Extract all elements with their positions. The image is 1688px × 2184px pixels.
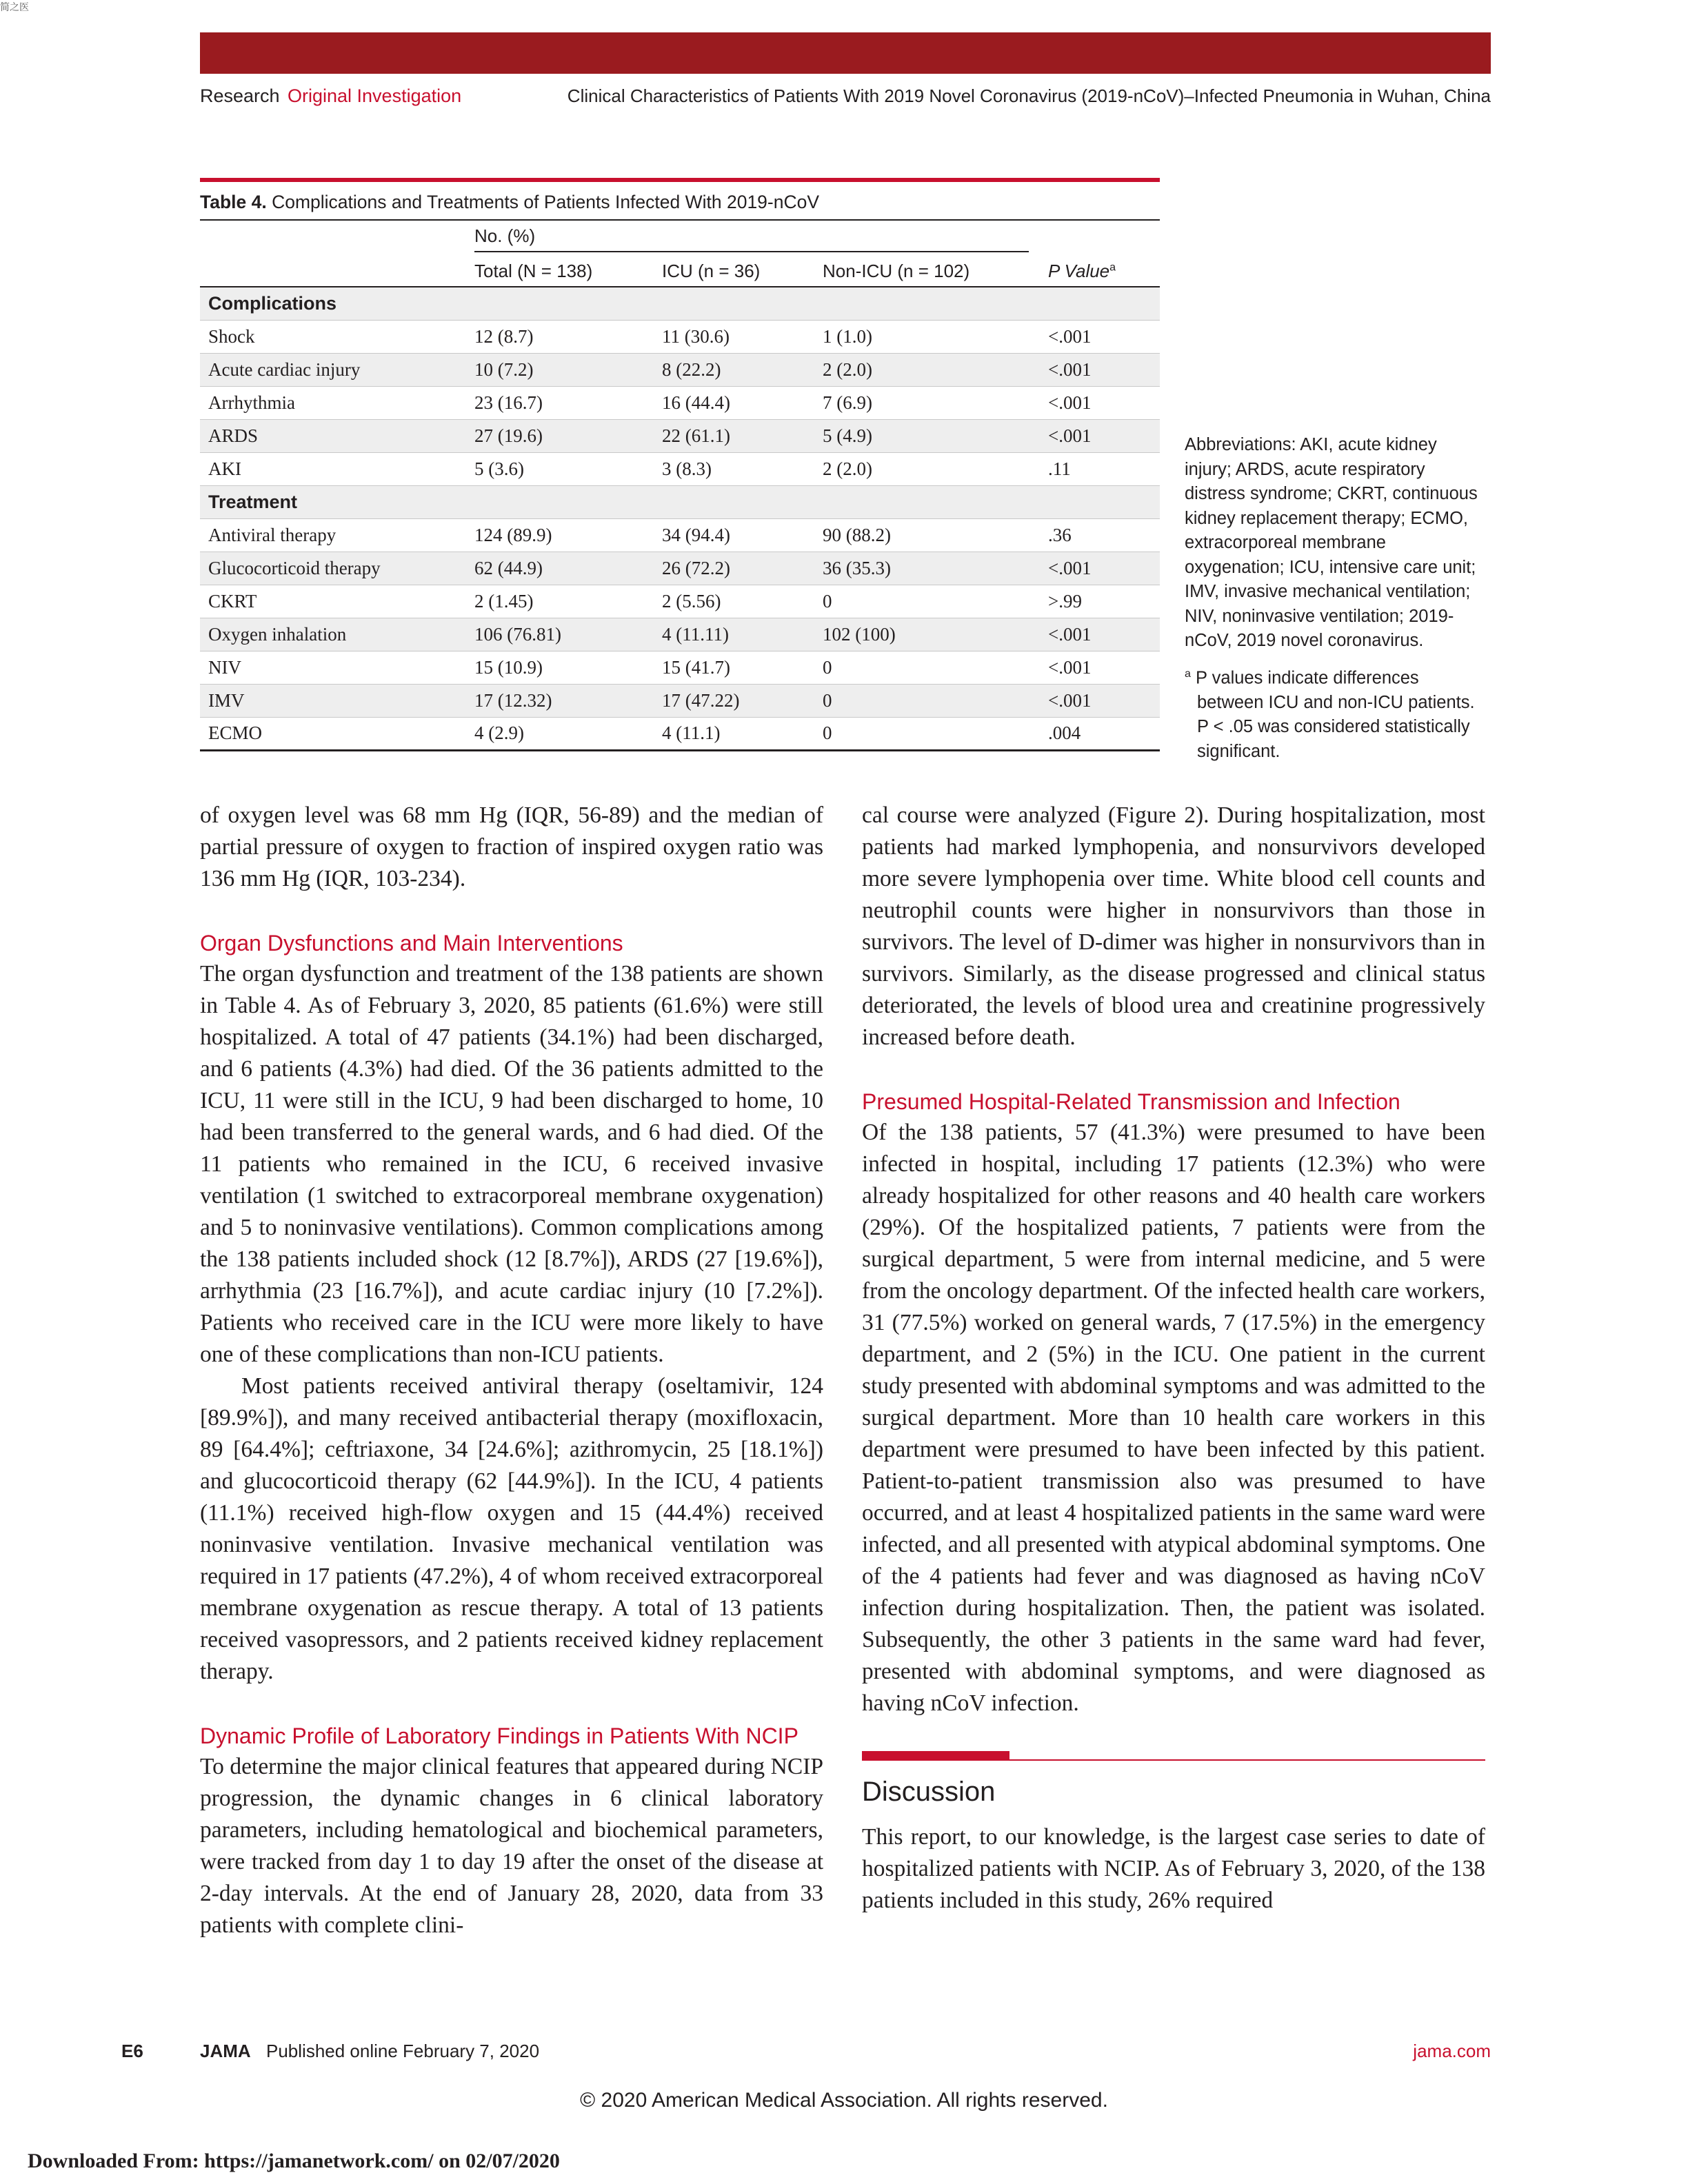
table-cell: 102 (100) — [823, 618, 1048, 651]
table-row — [200, 386, 1160, 419]
table-cell: 16 (44.4) — [662, 386, 823, 419]
table-footnote: $^a$ P values indicate differences between ICU and non-ICU patients. P < .05 was considered statistically significant. — [1185, 667, 1475, 761]
header-color-bar — [200, 32, 1491, 74]
paragraph: of oxygen level was 68 mm Hg (IQR, 56-89) and the median of partial pressure of oxygen to fraction of inspired oxygen ratio was 136 mm Hg (IQR, 103-234). — [200, 802, 823, 891]
table-row-label: NIV — [200, 651, 474, 684]
paragraph: Of the 138 patients, 57 (41.3%) were presumed to have been infected in hospital, including 17 patients (12.3%) who were already hospitalized for other reasons and 40 health care workers (29%). Of the hospitalized patients, 7 patients were from the surgical department, 5 were from internal medicine, and 5 were from the oncology department. Of the infected health care workers, 31 (77.5%) worked on general wards, 7 (17.5%) in the emergency department, and 2 (5%) in the ICU. One patient in the current study presented with abdominal symptoms and was admitted to the surgical department. More than 10 health care workers in this department were presumed to have been infected by this patient. Patient-to-patient transmission also was presumed to have occurred, and at least 4 hospitalized patients in the same ward were infected, and all presented with atypical abdominal symptoms. One of the 4 patients had fever and was diagnosed as having nCoV infection during hospitalization. Then, the patient was isolated. Subsequently, the other 3 patients in the same ward had fever, presented with abdominal symptoms, and were diagnosed as having nCoV infection. — [862, 1120, 1485, 1716]
table-cell: 15 (10.9) — [474, 651, 662, 684]
page-footer — [121, 2041, 1491, 2068]
complications-table — [200, 221, 1160, 751]
table-cell: 5 (3.6) — [474, 452, 662, 485]
table-body — [200, 287, 1160, 750]
table-cell: 3 (8.3) — [662, 452, 823, 485]
table-cell: 2 (5.56) — [662, 585, 823, 618]
table-cell: .36 — [1048, 518, 1160, 552]
table-row-label: Oxygen inhalation — [200, 618, 474, 651]
table-cell: 62 (44.9) — [474, 552, 662, 585]
table-cell: 90 (88.2) — [823, 518, 1048, 552]
paragraph: The organ dysfunction and treatment of the 138 patients are shown in Table 4. As of February 3, 2020, 85 patients (61.6%) were still hospitalized. A total of 47 patients (34.1%) had been discharged, and 6 patients (4.3%) had died. Of the 36 patients admitted to the ICU, 11 were still in the ICU, 9 had been discharged to home, 10 had been transferred to the general wards, and 6 had died. Of the 11 patients who remained in the ICU, 6 received invasive ventilation (1 switched to extracorporeal membrane oxygenation) and 5 to noninvasive ventilations). Common complications among the 138 patients included shock (12 [8.7%]), ARDS (27 [19.6%]), arrhythmia (23 [16.7%]), and acute cardiac injury (10 [7.2%]). Patients who received care in the ICU were more likely to have one of these complications than non-ICU patients. — [200, 961, 823, 1367]
table-row — [200, 684, 1160, 717]
page-number: E6 — [121, 2041, 143, 2061]
table-row — [200, 518, 1160, 552]
section-heading-dynamic-profile: Dynamic Profile of Laboratory Findings in Patients With NCIP — [200, 1723, 798, 1748]
section-heading-organ-dysfunctions: Organ Dysfunctions and Main Interventions — [200, 931, 623, 956]
table-cell: 0 — [823, 684, 1048, 717]
table-cell: 27 (19.6) — [474, 419, 662, 452]
table-cell: 5 (4.9) — [823, 419, 1048, 452]
table-section-row — [200, 485, 1160, 518]
group-header: No. (%) — [474, 225, 1029, 252]
corner-mark: 简之医 — [0, 3, 29, 13]
table-cell: .11 — [1048, 452, 1160, 485]
table-cell: 7 (6.9) — [823, 386, 1048, 419]
table-cell: 2 (2.0) — [823, 353, 1048, 386]
table-cell: 17 (47.22) — [662, 684, 823, 717]
table-row — [200, 717, 1160, 750]
table-cell: 4 (11.11) — [662, 618, 823, 651]
table-cell: 106 (76.81) — [474, 618, 662, 651]
discussion-rule — [862, 1751, 1485, 1761]
running-head-title: Clinical Characteristics of Patients With 2019 Novel Coronavirus (2019-nCoV)–Infected Pneumonia in Wuhan, China — [567, 85, 1491, 106]
discussion-heading: Discussion — [862, 1777, 996, 1807]
table-row-label: Acute cardiac injury — [200, 353, 474, 386]
table-row — [200, 552, 1160, 585]
table-row-label: AKI — [200, 452, 474, 485]
table-cell: <.001 — [1048, 353, 1160, 386]
table-cell: <.001 — [1048, 684, 1160, 717]
table-cell: 10 (7.2) — [474, 353, 662, 386]
col-header-p-value: P Value$^a$ — [1048, 256, 1160, 287]
table-row — [200, 353, 1160, 386]
table-title-text: Complications and Treatments of Patients Infected With 2019-nCoV — [272, 192, 820, 212]
table-cell: 36 (35.3) — [823, 552, 1048, 585]
running-head-article-type: Original Investigation — [288, 85, 462, 106]
table-row-label: Shock — [200, 320, 474, 353]
col-header-non-icu: Non-ICU (n = 102) — [823, 256, 1048, 287]
table-row-label: Arrhythmia — [200, 386, 474, 419]
table-abbreviations: Abbreviations: AKI, acute kidney injury; ARDS, acute respiratory distress syndrome; CKRT, continuous kidney replacement therapy; ECMO, extracorporeal membrane oxygenation; ICU, intensive care unit; IMV, invasive mechanical ventilation; NIV, noninvasive ventilation; 2019-nCoV, 2019 novel coronavirus. — [1185, 435, 1478, 650]
published-date: Published online February 7, 2020 — [266, 2041, 540, 2061]
table-row-label: Glucocorticoid therapy — [200, 552, 474, 585]
table-cell: <.001 — [1048, 618, 1160, 651]
table-cell: <.001 — [1048, 552, 1160, 585]
table-row — [200, 419, 1160, 452]
table-cell: <.001 — [1048, 419, 1160, 452]
table-cell: 26 (72.2) — [662, 552, 823, 585]
table-cell: .004 — [1048, 717, 1160, 750]
left-column — [200, 800, 823, 1941]
table-row-label: Antiviral therapy — [200, 518, 474, 552]
table-row — [200, 651, 1160, 684]
table-cell: 0 — [823, 585, 1048, 618]
table-cell: 0 — [823, 717, 1048, 750]
table-cell: 11 (30.6) — [662, 320, 823, 353]
download-stamp: Downloaded From: https://jamanetwork.com/ on 02/07/2020 — [28, 2150, 560, 2172]
paragraph: This report, to our knowledge, is the largest case series to date of hospitalized patients with NCIP. As of February 3, 2020, of the 138 patients included in this study, 26% required — [862, 1824, 1485, 1913]
table-cell: <.001 — [1048, 651, 1160, 684]
running-head-section: Research — [200, 85, 280, 106]
table-notes — [1185, 433, 1488, 764]
col-header-icu: ICU (n = 36) — [662, 256, 823, 287]
table-cell: 34 (94.4) — [662, 518, 823, 552]
table-cell: 4 (2.9) — [474, 717, 662, 750]
journal-name: JAMA — [200, 2041, 251, 2061]
table-cell: 4 (11.1) — [662, 717, 823, 750]
table-row-label: CKRT — [200, 585, 474, 618]
table-cell: 23 (16.7) — [474, 386, 662, 419]
table-section-label: Treatment — [200, 485, 474, 518]
table-cell: 8 (22.2) — [662, 353, 823, 386]
table-row — [200, 618, 1160, 651]
table-cell: 15 (41.7) — [662, 651, 823, 684]
table-row-label: ARDS — [200, 419, 474, 452]
section-heading-hospital-transmission: Presumed Hospital-Related Transmission and Infection — [862, 1089, 1400, 1114]
paragraph: Most patients received antiviral therapy (oseltamivir, 124 [89.9%]), and many received antibacterial therapy (moxifloxacin, 89 [64.4%]; ceftriaxone, 34 [24.6%]; azithromycin, 25 [18.1%]) and glucocorticoid therapy (62 [44.9%]). In the ICU, 4 patients (11.1%) received high-flow oxygen and 15 (44.4%) received noninvasive ventilation. Invasive mechanical ventilation was required in 17 patients (47.2%), 4 of whom received extracorporeal membrane oxygenation as rescue therapy. A total of 13 patients received vasopressors, and 2 patients received kidney replacement therapy. — [200, 1373, 823, 1684]
table-cell: 1 (1.0) — [823, 320, 1048, 353]
paragraph: To determine the major clinical features that appeared during NCIP progression, the dynamic changes in 6 clinical laboratory parameters, including hematological and biochemical parameters, were tracked from day 1 to day 19 after the onset of the disease at 2-day intervals. At the end of January 28, 2020, data from 33 patients with complete clini- — [200, 1754, 823, 1938]
table-cell: 2 (2.0) — [823, 452, 1048, 485]
journal-site-link[interactable]: jama.com — [1413, 2041, 1491, 2061]
table-row — [200, 320, 1160, 353]
table-cell: 0 — [823, 651, 1048, 684]
running-head — [200, 85, 1491, 113]
table-cell: <.001 — [1048, 386, 1160, 419]
table-cell: <.001 — [1048, 320, 1160, 353]
table-cell: 17 (12.32) — [474, 684, 662, 717]
table-section-row — [200, 287, 1160, 320]
table-section-label: Complications — [200, 287, 474, 320]
table-row-label: IMV — [200, 684, 474, 717]
table-row-label: ECMO — [200, 717, 474, 750]
right-column — [862, 800, 1485, 1917]
table-cell: 2 (1.45) — [474, 585, 662, 618]
table-cell: 12 (8.7) — [474, 320, 662, 353]
table-label: Table 4. — [200, 192, 267, 212]
table-row — [200, 585, 1160, 618]
table-cell: 124 (89.9) — [474, 518, 662, 552]
copyright-notice: © 2020 American Medical Association. All rights reserved. — [580, 2089, 1108, 2112]
paragraph: cal course were analyzed (Figure 2). During hospitalization, most patients had marked lymphopenia, and nonsurvivors developed more severe lymphopenia over time. White blood cell counts and neutrophil counts were higher in nonsurvivors than those in survivors. The level of D-dimer was higher in nonsurvivors than in survivors. Similarly, as the disease progressed and clinical status deteriorated, the levels of blood urea and creatinine progressively increased before death. — [862, 802, 1485, 1050]
table-cell: 22 (61.1) — [662, 419, 823, 452]
table-title — [200, 182, 1160, 221]
col-header-total: Total (N = 138) — [474, 256, 662, 287]
table-row — [200, 452, 1160, 485]
table-cell: >.99 — [1048, 585, 1160, 618]
table-4 — [200, 178, 1160, 751]
